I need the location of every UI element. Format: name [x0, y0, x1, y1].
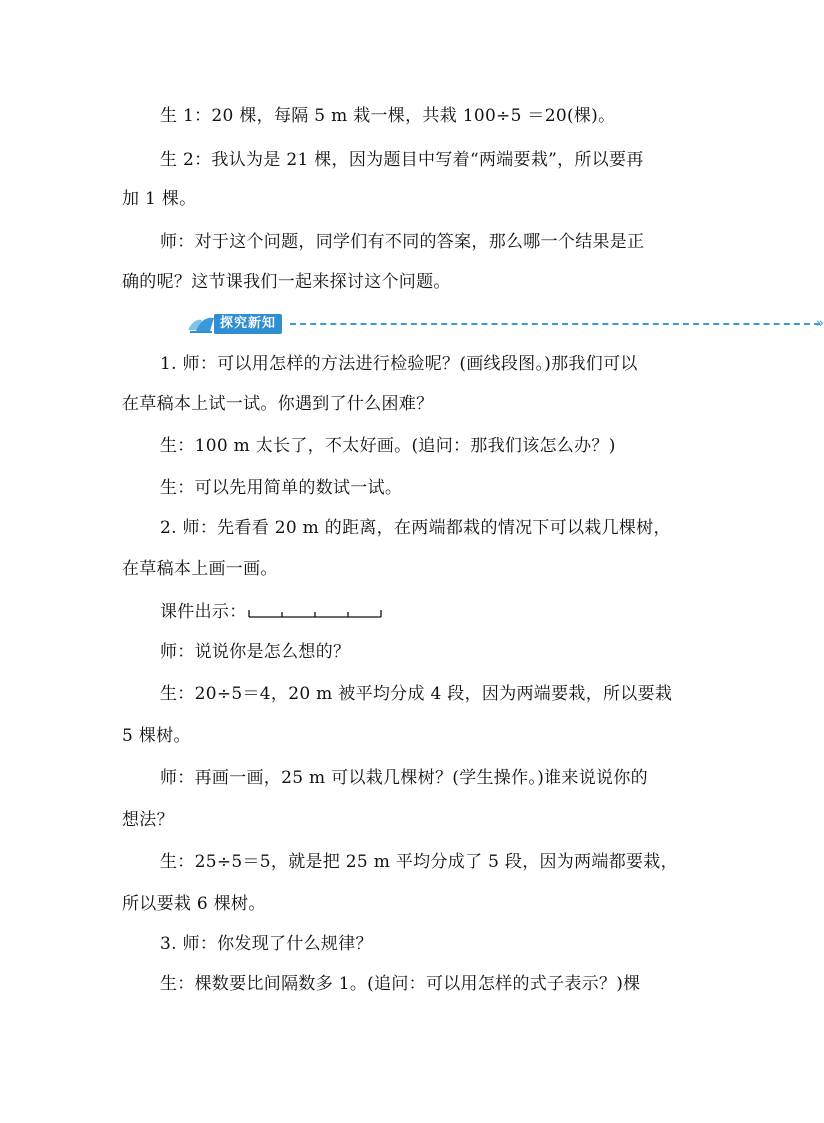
item2-line9: 生：25÷5＝5，就是把 25 m 平均分成了 5 段，因为两端都要栽， [160, 852, 678, 872]
student1-answer: 生 1：20 棵，每隔 5 m 栽一棵，共栽 100÷5 ＝20(棵)。 [160, 106, 616, 126]
student2-answer-line2: 加 1 棵。 [122, 189, 197, 209]
item2-courseware-line [160, 600, 383, 624]
item1-line1: 1. 师：可以用怎样的方法进行检验呢？(画线段图。)那我们可以 [160, 354, 638, 374]
item2-line8: 想法？ [122, 810, 174, 830]
section-heading-explore [186, 314, 824, 334]
book-icon [186, 314, 216, 334]
item1-line2: 在草稿本上试一试。你遇到了什么困难？ [122, 394, 434, 414]
teacher-intro-line2: 确的呢？这节课我们一起来探讨这个问题。 [122, 272, 451, 292]
courseware-label: 课件出示： [160, 602, 247, 622]
double-chevron-icon: » [816, 316, 824, 331]
item1-line3: 生：100 m 太长了，不太好画。(追问：那我们该怎么办？) [160, 436, 616, 456]
item2-line5: 生：20÷5＝4，20 m 被平均分成 4 段，因为两端要栽，所以要栽 [160, 684, 673, 704]
item2-line1: 2. 师：先看看 20 m 的距离，在两端都栽的情况下可以栽几棵树， [160, 518, 671, 538]
dashed-divider [290, 323, 820, 325]
line-segment-diagram [247, 606, 383, 620]
item3-line2: 生：棵数要比间隔数多 1。(追问：可以用怎样的式子表示？)棵 [160, 974, 641, 994]
item2-line10: 所以要栽 6 棵树。 [122, 894, 266, 914]
item2-line6: 5 棵树。 [122, 726, 191, 746]
section-heading-label: 探究新知 [214, 314, 282, 334]
item2-line2: 在草稿本上画一画。 [122, 559, 278, 579]
item2-line4: 师：说说你是怎么想的？ [160, 642, 351, 662]
item3-line1: 3. 师：你发现了什么规律？ [160, 934, 373, 954]
teacher-intro-line1: 师：对于这个问题，同学们有不同的答案，那么哪一个结果是正 [160, 232, 645, 252]
item2-line7: 师：再画一画，25 m 可以栽几棵树？(学生操作。)谁来说说你的 [160, 768, 648, 788]
item1-line4: 生：可以先用简单的数试一试。 [160, 478, 403, 498]
student2-answer-line1: 生 2：我认为是 21 棵，因为题目中写着“两端要栽”，所以要再 [160, 150, 644, 170]
